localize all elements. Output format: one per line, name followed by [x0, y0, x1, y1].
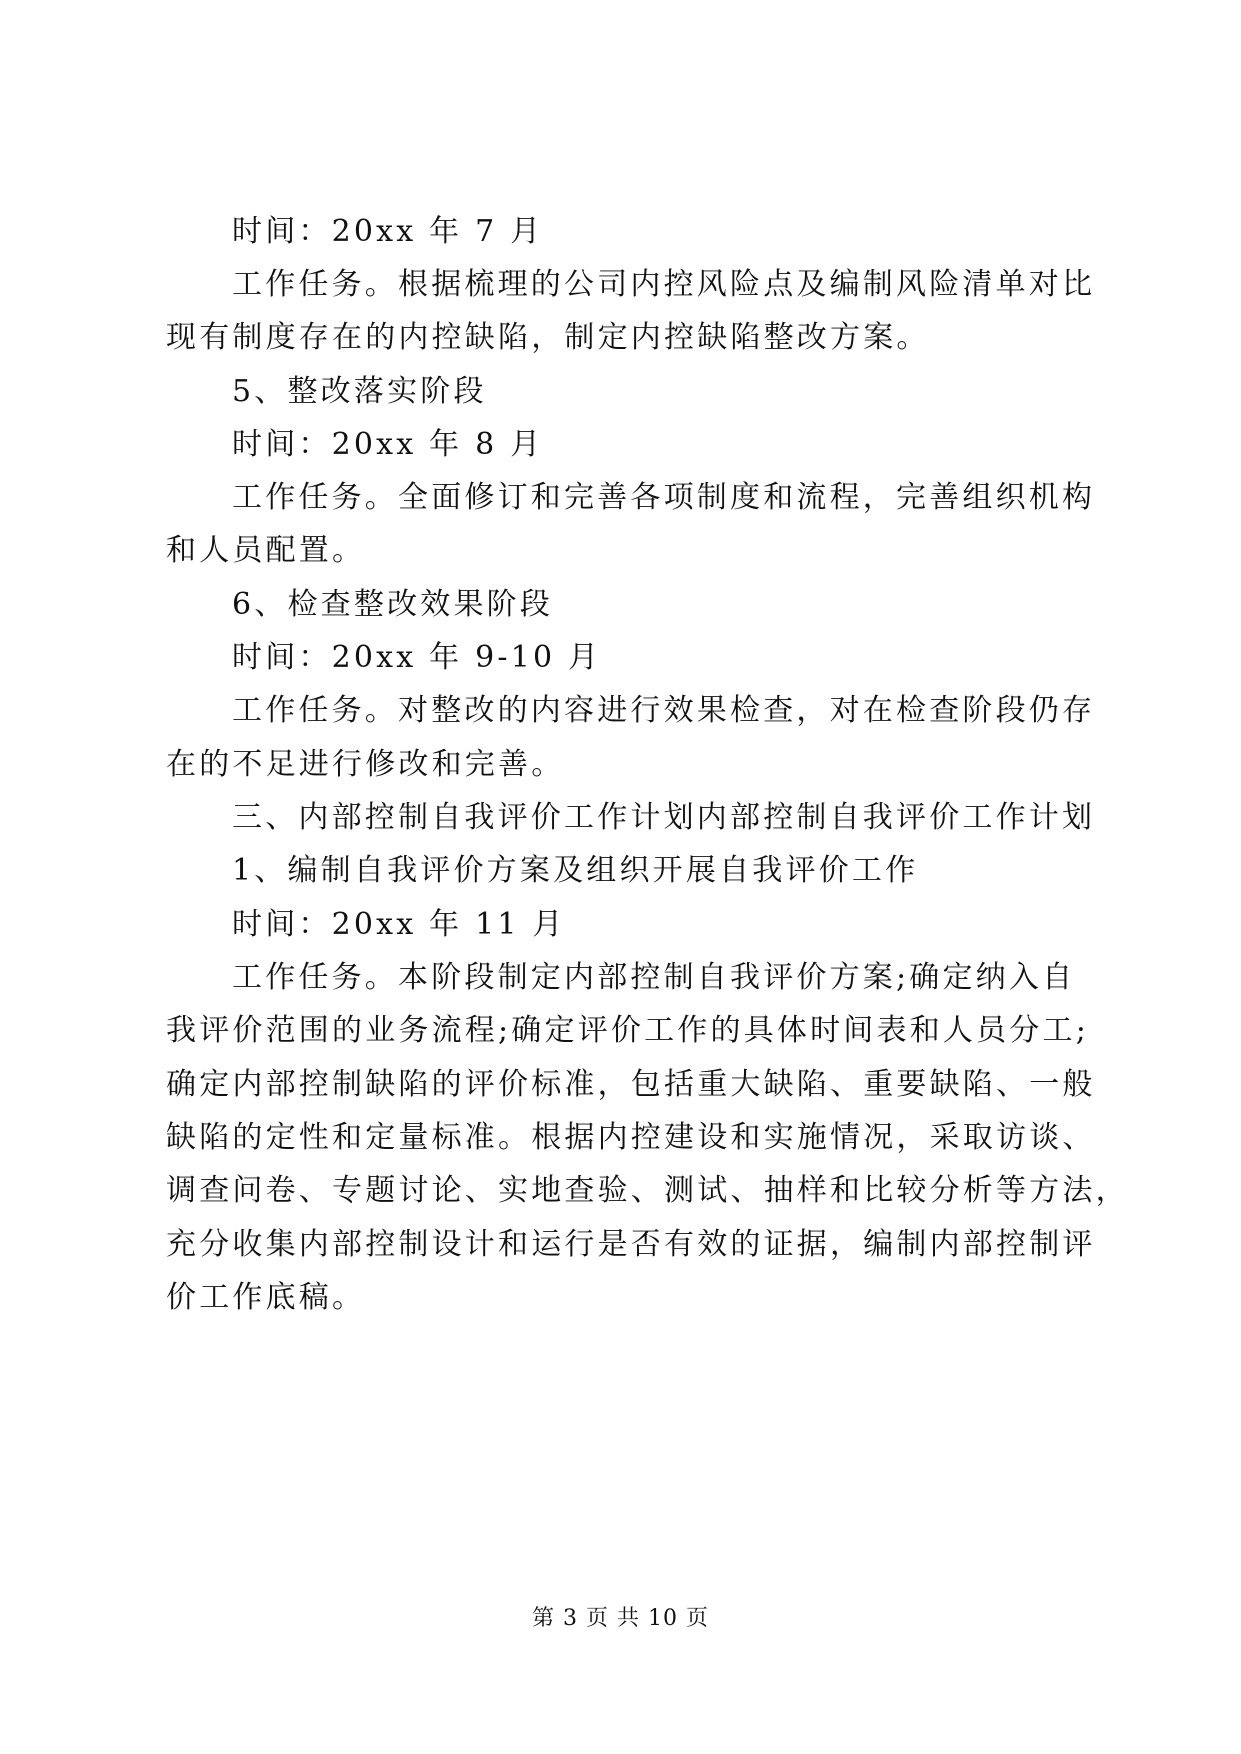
section-heading-6: 6、检查整改效果阶段 — [232, 587, 554, 622]
page-footer: 第 3 页 共 10 页 — [532, 1606, 709, 1631]
task-line-9: 确定内部控制缺陷的评价标准，包括重大缺陷、重要缺陷、一般 — [166, 1067, 1096, 1102]
chapter-heading-3: 三、内部控制自我评价工作计划内部控制自我评价工作计划 — [232, 800, 1096, 835]
task-line-11: 调查问卷、专题讨论、实地查验、测试、抽样和比较分析等方法， — [166, 1173, 1129, 1208]
task-line-5: 工作任务。对整改的内容进行效果检查，对在检查阶段仍存 — [232, 693, 1096, 728]
task-line-3: 工作任务。全面修订和完善各项制度和流程，完善组织机构 — [232, 480, 1096, 515]
time-line-sep-oct: 时间：20xx 年 9-10 月 — [232, 640, 602, 675]
task-line-12: 充分收集内部控制设计和运行是否有效的证据，编制内部控制评 — [166, 1227, 1096, 1262]
time-line-july: 时间：20xx 年 7 月 — [232, 214, 544, 249]
time-line-august: 时间：20xx 年 8 月 — [232, 427, 544, 462]
section-heading-1: 1、编制自我评价方案及组织开展自我评价工作 — [232, 853, 919, 888]
task-line-13: 价工作底稿。 — [166, 1280, 366, 1315]
task-line-2: 现有制度存在的内控缺陷，制定内控缺陷整改方案。 — [166, 320, 930, 355]
task-line-4: 和人员配置。 — [166, 533, 366, 568]
task-line-7: 工作任务。本阶段制定内部控制自我评价方案;确定纳入自 — [232, 960, 1076, 995]
task-line-6: 在的不足进行修改和完善。 — [166, 747, 565, 782]
task-line-1: 工作任务。根据梳理的公司内控风险点及编制风险清单对比 — [232, 267, 1096, 302]
task-line-10: 缺陷的定性和定量标准。根据内控建设和实施情况，采取访谈、 — [166, 1120, 1096, 1155]
time-line-november: 时间：20xx 年 11 月 — [232, 907, 566, 942]
section-heading-5: 5、整改落实阶段 — [232, 374, 487, 409]
task-line-8: 我评价范围的业务流程;确定评价工作的具体时间表和人员分工; — [166, 1013, 1090, 1048]
